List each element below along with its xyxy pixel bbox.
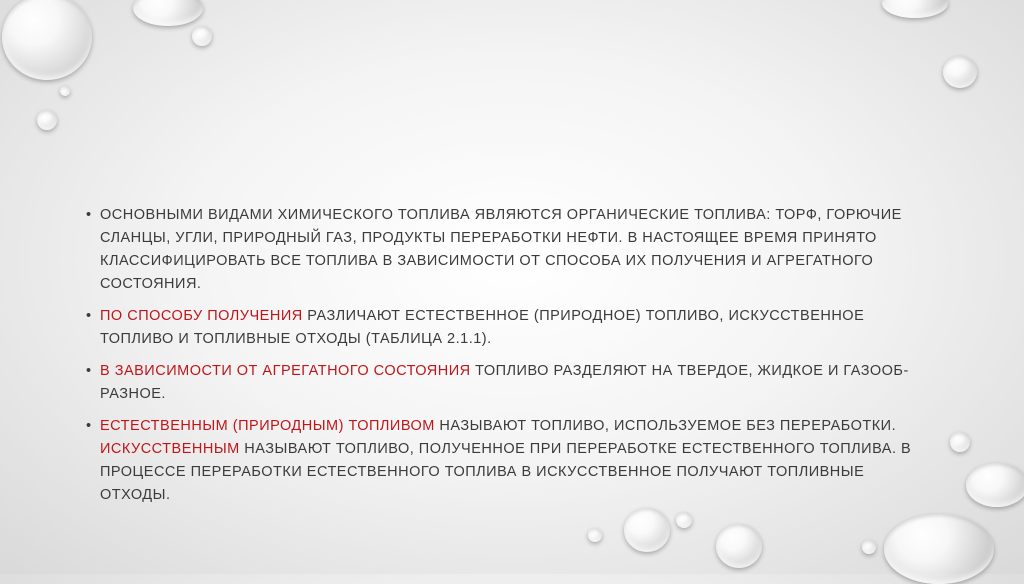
bullet-item <box>86 415 936 507</box>
bullet-text: РАЗЛИЧАЮТ ЕСТЕСТВЕННОЕ (ПРИРОДНОЕ) ТОПЛИВО, ИСКУССТВЕННОЕ ТОПЛИВО И ТОПЛИВНЫЕ ОТХОДЫ (ТАБЛИЦА 2.1.1). <box>100 308 865 347</box>
content-bullet-list <box>86 204 936 516</box>
highlighted-term: В ЗАВИСИМОСТИ ОТ АГРЕГАТНОГО СОСТОЯНИЯ <box>100 363 471 379</box>
water-drop <box>588 528 602 542</box>
bullet-item <box>86 305 936 351</box>
water-drop <box>133 0 203 26</box>
water-drop <box>882 0 948 18</box>
water-drop <box>862 540 876 554</box>
water-drop <box>2 0 92 80</box>
bullet-text: НАЗЫВАЮТ ТОПЛИВО, ПОЛУЧЕННОЕ ПРИ ПЕРЕРАБОТКЕ ЕСТЕСТВЕННОГО ТОПЛИВА. В ПРОЦЕССЕ ПЕРЕРАБОТКИ ЕСТЕСТВЕННОГО ТОПЛИВА В ИСКУССТВЕННОЕ ПОЛУЧАЮТ ТОПЛИВНЫЕ ОТХОДЫ. <box>100 441 912 503</box>
water-drop <box>192 26 212 46</box>
water-drop <box>37 110 57 130</box>
bullet-item <box>86 360 936 406</box>
highlighted-term: ИСКУССТВЕННЫМ <box>100 441 240 457</box>
water-drop <box>966 463 1024 507</box>
water-drop <box>716 524 762 568</box>
highlighted-term: ЕСТЕСТВЕННЫМ (ПРИРОДНЫМ) ТОПЛИВОМ <box>100 418 435 434</box>
highlighted-term: ПО СПОСОБУ ПОЛУЧЕНИЯ <box>100 308 303 324</box>
water-drop <box>60 86 70 96</box>
bullet-text: НАЗЫВАЮТ ТОПЛИВО, ИСПОЛЬЗУЕМОЕ БЕЗ ПЕРЕРАБОТКИ. <box>434 418 897 434</box>
water-drop <box>943 56 977 88</box>
bullet-text: ОСНОВНЫМИ ВИДАМИ ХИМИЧЕСКОГО ТОПЛИВА ЯВЛЯЮТСЯ ОРГАНИЧЕСКИЕ ТОПЛИВА: ТОРФ, ГОРЮЧИЕ СЛАНЦЫ, УГЛИ, ПРИРОДНЫЙ ГАЗ, ПРОДУКТЫ ПЕРЕРАБОТКИ НЕФТИ. В НАСТОЯЩЕЕ ВРЕМЯ ПРИНЯТО КЛАССИФИЦИРОВАТЬ ВСЕ ТОПЛИВА В ЗАВИСИМОСТИ ОТ СПОСОБА ИХ ПОЛУЧЕНИЯ И АГРЕГАТНОГО СОСТОЯНИЯ. <box>100 207 902 292</box>
bullet-text: ТОПЛИВО РАЗДЕЛЯЮТ НА ТВЕРДОЕ, ЖИДКОЕ И ГАЗООБ-РАЗНОЕ. <box>100 363 909 402</box>
water-drop <box>950 432 970 452</box>
bullet-item <box>86 204 936 296</box>
